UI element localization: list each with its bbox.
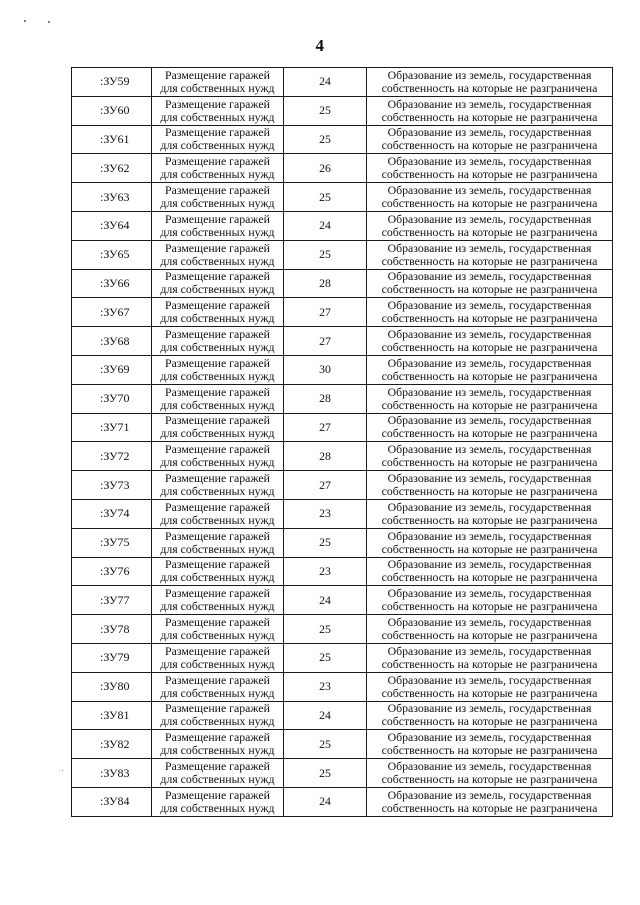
table-row xyxy=(72,643,613,672)
permitted-use-line: для собственных нужд xyxy=(160,253,275,268)
permitted-use-cell xyxy=(152,327,284,356)
formation-method-line: собственность на которые не разграничена xyxy=(381,167,598,182)
formation-method-cell xyxy=(367,471,613,500)
formation-method-line: Образование из земель, государственная xyxy=(387,643,592,658)
plot-area: 27 xyxy=(319,419,331,434)
permitted-use-line: для собственных нужд xyxy=(160,512,275,527)
table-row xyxy=(72,787,613,816)
plot-code-cell xyxy=(72,125,152,154)
permitted-use-line: Размещение гаражей xyxy=(165,298,270,313)
formation-method-line: собственность на которые не разграничена xyxy=(381,282,598,297)
plot-area: 24 xyxy=(319,218,331,233)
permitted-use-line: Размещение гаражей xyxy=(165,269,270,284)
plot-code: :ЗУ82 xyxy=(100,736,130,751)
area-cell xyxy=(284,730,367,759)
plot-code-cell xyxy=(72,154,152,183)
plot-code-cell xyxy=(72,68,152,97)
table-row xyxy=(72,759,613,788)
area-cell xyxy=(284,701,367,730)
formation-method-line: собственность на которые не разграничена xyxy=(381,196,598,211)
table-row xyxy=(72,730,613,759)
plot-code: :ЗУ59 xyxy=(100,74,130,89)
plot-area: 24 xyxy=(319,794,331,809)
plot-code: :ЗУ81 xyxy=(100,707,130,722)
permitted-use-line: для собственных нужд xyxy=(160,196,275,211)
plot-code: :ЗУ75 xyxy=(100,535,130,550)
permitted-use-cell xyxy=(152,183,284,212)
permitted-use-line: для собственных нужд xyxy=(160,656,275,671)
plot-code-cell xyxy=(72,96,152,125)
formation-method-line: собственность на которые не разграничена xyxy=(381,656,598,671)
area-cell xyxy=(284,240,367,269)
formation-method-line: собственность на которые не разграничена xyxy=(381,224,598,239)
plot-code: :ЗУ79 xyxy=(100,650,130,665)
formation-method-line: собственность на которые не разграничена xyxy=(381,512,598,527)
formation-method-line: собственность на которые не разграничена xyxy=(381,772,598,787)
permitted-use-cell xyxy=(152,701,284,730)
permitted-use-line: для собственных нужд xyxy=(160,772,275,787)
permitted-use-line: Размещение гаражей xyxy=(165,355,270,370)
formation-method-line: собственность на которые не разграничена xyxy=(381,311,598,326)
plot-area: 23 xyxy=(319,679,331,694)
permitted-use-line: для собственных нужд xyxy=(160,368,275,383)
formation-method-line: Образование из земель, государственная xyxy=(387,701,592,716)
formation-method-line: Образование из земель, государственная xyxy=(387,787,592,802)
area-cell xyxy=(284,327,367,356)
formation-method-cell xyxy=(367,298,613,327)
formation-method-line: Образование из земель, государственная xyxy=(387,355,592,370)
plot-area: 25 xyxy=(319,621,331,636)
permitted-use-line: для собственных нужд xyxy=(160,800,275,815)
plot-area: 24 xyxy=(319,74,331,89)
permitted-use-line: для собственных нужд xyxy=(160,167,275,182)
scan-speck xyxy=(24,20,26,22)
plot-area: 24 xyxy=(319,707,331,722)
formation-method-cell xyxy=(367,68,613,97)
permitted-use-cell xyxy=(152,586,284,615)
plot-code: :ЗУ74 xyxy=(100,506,130,521)
permitted-use-line: Размещение гаражей xyxy=(165,528,270,543)
plot-code-cell xyxy=(72,413,152,442)
plot-area: 27 xyxy=(319,333,331,348)
plot-area: 23 xyxy=(319,563,331,578)
formation-method-line: Образование из земель, государственная xyxy=(387,672,592,687)
formation-method-cell xyxy=(367,384,613,413)
plot-code-cell xyxy=(72,442,152,471)
formation-method-cell xyxy=(367,240,613,269)
plot-area: 25 xyxy=(319,650,331,665)
table-row xyxy=(72,615,613,644)
permitted-use-line: Размещение гаражей xyxy=(165,730,270,745)
plot-code-cell xyxy=(72,211,152,240)
area-cell xyxy=(284,68,367,97)
formation-method-cell xyxy=(367,615,613,644)
permitted-use-cell xyxy=(152,96,284,125)
area-cell xyxy=(284,586,367,615)
permitted-use-cell xyxy=(152,730,284,759)
permitted-use-line: Размещение гаражей xyxy=(165,442,270,457)
plot-code: :ЗУ61 xyxy=(100,131,130,146)
formation-method-line: Образование из земель, государственная xyxy=(387,240,592,255)
plot-area: 27 xyxy=(319,304,331,319)
plot-area: 23 xyxy=(319,506,331,521)
permitted-use-line: для собственных нужд xyxy=(160,426,275,441)
plot-area: 25 xyxy=(319,247,331,262)
formation-method-line: собственность на которые не разграничена xyxy=(381,714,598,729)
formation-method-line: Образование из земель, государственная xyxy=(387,413,592,428)
formation-method-line: Образование из земель, государственная xyxy=(387,211,592,226)
plot-code: :ЗУ77 xyxy=(100,592,130,607)
scan-speck xyxy=(48,21,50,23)
formation-method-line: Образование из земель, государственная xyxy=(387,298,592,313)
area-cell xyxy=(284,355,367,384)
formation-method-line: Образование из земель, государственная xyxy=(387,125,592,140)
plot-code: :ЗУ83 xyxy=(100,765,130,780)
table-row xyxy=(72,586,613,615)
area-cell xyxy=(284,269,367,298)
plot-code-cell xyxy=(72,355,152,384)
area-cell xyxy=(284,672,367,701)
permitted-use-line: Размещение гаражей xyxy=(165,96,270,111)
formation-method-line: Образование из земель, государственная xyxy=(387,499,592,514)
formation-method-line: собственность на которые не разграничена xyxy=(381,800,598,815)
permitted-use-cell xyxy=(152,442,284,471)
plot-code-cell xyxy=(72,672,152,701)
plot-code: :ЗУ69 xyxy=(100,362,130,377)
formation-method-line: Образование из земель, государственная xyxy=(387,557,592,572)
permitted-use-cell xyxy=(152,528,284,557)
formation-method-line: собственность на которые не разграничена xyxy=(381,570,598,585)
plot-code: :ЗУ84 xyxy=(100,794,130,809)
formation-method-line: Образование из земель, государственная xyxy=(387,528,592,543)
formation-method-cell xyxy=(367,183,613,212)
area-cell xyxy=(284,96,367,125)
plot-area: 27 xyxy=(319,477,331,492)
plot-code-cell xyxy=(72,701,152,730)
plot-area: 25 xyxy=(319,535,331,550)
permitted-use-cell xyxy=(152,499,284,528)
formation-method-cell xyxy=(367,327,613,356)
formation-method-line: Образование из земель, государственная xyxy=(387,384,592,399)
permitted-use-line: для собственных нужд xyxy=(160,743,275,758)
area-cell xyxy=(284,528,367,557)
area-cell xyxy=(284,471,367,500)
permitted-use-line: для собственных нужд xyxy=(160,685,275,700)
area-cell xyxy=(284,787,367,816)
formation-method-line: Образование из земель, государственная xyxy=(387,586,592,601)
area-cell xyxy=(284,557,367,586)
plot-code-cell xyxy=(72,643,152,672)
formation-method-cell xyxy=(367,701,613,730)
formation-method-line: собственность на которые не разграничена xyxy=(381,628,598,643)
permitted-use-line: Размещение гаражей xyxy=(165,759,270,774)
table-row xyxy=(72,211,613,240)
plot-code-cell xyxy=(72,183,152,212)
permitted-use-cell xyxy=(152,384,284,413)
plot-code-cell xyxy=(72,730,152,759)
table-row xyxy=(72,125,613,154)
plot-code-cell xyxy=(72,240,152,269)
area-cell xyxy=(284,183,367,212)
table-row xyxy=(72,557,613,586)
formation-method-line: Образование из земель, государственная xyxy=(387,269,592,284)
formation-method-line: собственность на которые не разграничена xyxy=(381,484,598,499)
plot-code-cell xyxy=(72,759,152,788)
formation-method-line: собственность на которые не разграничена xyxy=(381,743,598,758)
table-row xyxy=(72,384,613,413)
permitted-use-line: для собственных нужд xyxy=(160,397,275,412)
formation-method-line: собственность на которые не разграничена xyxy=(381,541,598,556)
permitted-use-line: для собственных нужд xyxy=(160,570,275,585)
plot-code: :ЗУ64 xyxy=(100,218,130,233)
permitted-use-cell xyxy=(152,154,284,183)
permitted-use-line: Размещение гаражей xyxy=(165,240,270,255)
plot-code-cell xyxy=(72,586,152,615)
permitted-use-cell xyxy=(152,211,284,240)
plot-area: 30 xyxy=(319,362,331,377)
plot-code: :ЗУ72 xyxy=(100,448,130,463)
plot-code: :ЗУ71 xyxy=(100,419,130,434)
permitted-use-line: Размещение гаражей xyxy=(165,67,270,82)
plot-code: :ЗУ66 xyxy=(100,275,130,290)
permitted-use-line: Размещение гаражей xyxy=(165,672,270,687)
plot-area: 25 xyxy=(319,765,331,780)
table-row xyxy=(72,183,613,212)
table-row xyxy=(72,413,613,442)
plot-code: :ЗУ63 xyxy=(100,189,130,204)
table-row xyxy=(72,355,613,384)
permitted-use-line: Размещение гаражей xyxy=(165,154,270,169)
permitted-use-line: Размещение гаражей xyxy=(165,615,270,630)
formation-method-cell xyxy=(367,355,613,384)
formation-method-cell xyxy=(367,528,613,557)
plot-code: :ЗУ65 xyxy=(100,247,130,262)
table-row xyxy=(72,154,613,183)
formation-method-line: собственность на которые не разграничена xyxy=(381,397,598,412)
formation-method-line: собственность на которые не разграничена xyxy=(381,80,598,95)
permitted-use-cell xyxy=(152,615,284,644)
formation-method-line: собственность на которые не разграничена xyxy=(381,109,598,124)
plot-area: 26 xyxy=(319,160,331,175)
formation-method-line: собственность на которые не разграничена xyxy=(381,138,598,153)
plot-area: 28 xyxy=(319,448,331,463)
formation-method-cell xyxy=(367,154,613,183)
permitted-use-line: Размещение гаражей xyxy=(165,384,270,399)
formation-method-cell xyxy=(367,643,613,672)
plot-code-cell xyxy=(72,557,152,586)
formation-method-cell xyxy=(367,442,613,471)
formation-method-line: собственность на которые не разграничена xyxy=(381,426,598,441)
plot-code-cell xyxy=(72,528,152,557)
formation-method-line: Образование из земель, государственная xyxy=(387,183,592,198)
permitted-use-line: для собственных нужд xyxy=(160,628,275,643)
permitted-use-line: для собственных нужд xyxy=(160,484,275,499)
plot-code-cell xyxy=(72,499,152,528)
permitted-use-line: Размещение гаражей xyxy=(165,586,270,601)
permitted-use-cell xyxy=(152,557,284,586)
plot-code: :ЗУ67 xyxy=(100,304,130,319)
formation-method-line: Образование из земель, государственная xyxy=(387,67,592,82)
table-row xyxy=(72,471,613,500)
permitted-use-line: Размещение гаражей xyxy=(165,183,270,198)
area-cell xyxy=(284,615,367,644)
formation-method-line: Образование из земель, государственная xyxy=(387,615,592,630)
plot-area: 28 xyxy=(319,391,331,406)
table-row xyxy=(72,269,613,298)
plot-area: 25 xyxy=(319,189,331,204)
land-plots-table xyxy=(71,67,613,817)
permitted-use-cell xyxy=(152,759,284,788)
area-cell xyxy=(284,759,367,788)
plot-code-cell xyxy=(72,787,152,816)
area-cell xyxy=(284,499,367,528)
permitted-use-line: для собственных нужд xyxy=(160,455,275,470)
permitted-use-cell xyxy=(152,672,284,701)
formation-method-line: Образование из земель, государственная xyxy=(387,96,592,111)
formation-method-cell xyxy=(367,269,613,298)
permitted-use-line: Размещение гаражей xyxy=(165,211,270,226)
plot-code: :ЗУ73 xyxy=(100,477,130,492)
permitted-use-line: Размещение гаражей xyxy=(165,643,270,658)
permitted-use-cell xyxy=(152,240,284,269)
permitted-use-line: Размещение гаражей xyxy=(165,413,270,428)
area-cell xyxy=(284,384,367,413)
permitted-use-line: для собственных нужд xyxy=(160,714,275,729)
table-row xyxy=(72,701,613,730)
formation-method-line: собственность на которые не разграничена xyxy=(381,253,598,268)
area-cell xyxy=(284,125,367,154)
permitted-use-line: Размещение гаражей xyxy=(165,327,270,342)
plot-area: 25 xyxy=(319,131,331,146)
permitted-use-line: Размещение гаражей xyxy=(165,787,270,802)
formation-method-cell xyxy=(367,557,613,586)
permitted-use-line: для собственных нужд xyxy=(160,282,275,297)
plot-code: :ЗУ60 xyxy=(100,103,130,118)
area-cell xyxy=(284,413,367,442)
formation-method-cell xyxy=(367,759,613,788)
permitted-use-cell xyxy=(152,68,284,97)
area-cell xyxy=(284,442,367,471)
plot-area: 28 xyxy=(319,275,331,290)
formation-method-cell xyxy=(367,730,613,759)
table-row xyxy=(72,442,613,471)
formation-method-cell xyxy=(367,672,613,701)
scan-speck xyxy=(62,770,63,771)
plot-area: 24 xyxy=(319,592,331,607)
permitted-use-line: Размещение гаражей xyxy=(165,701,270,716)
formation-method-cell xyxy=(367,499,613,528)
formation-method-line: Образование из земель, государственная xyxy=(387,442,592,457)
plot-code: :ЗУ68 xyxy=(100,333,130,348)
table-row xyxy=(72,672,613,701)
plot-code: :ЗУ70 xyxy=(100,391,130,406)
formation-method-line: собственность на которые не разграничена xyxy=(381,340,598,355)
table-row xyxy=(72,68,613,97)
table-row xyxy=(72,96,613,125)
plot-area: 25 xyxy=(319,736,331,751)
permitted-use-line: для собственных нужд xyxy=(160,224,275,239)
plot-code: :ЗУ80 xyxy=(100,679,130,694)
formation-method-line: Образование из земель, государственная xyxy=(387,154,592,169)
table-row xyxy=(72,298,613,327)
plot-area: 25 xyxy=(319,103,331,118)
formation-method-line: Образование из земель, государственная xyxy=(387,730,592,745)
formation-method-cell xyxy=(367,96,613,125)
table-row xyxy=(72,528,613,557)
formation-method-line: собственность на которые не разграничена xyxy=(381,455,598,470)
area-cell xyxy=(284,211,367,240)
permitted-use-cell xyxy=(152,125,284,154)
page-number: 4 xyxy=(315,36,325,55)
formation-method-line: собственность на которые не разграничена xyxy=(381,599,598,614)
permitted-use-cell xyxy=(152,471,284,500)
permitted-use-line: для собственных нужд xyxy=(160,311,275,326)
table-row xyxy=(72,240,613,269)
formation-method-line: Образование из земель, государственная xyxy=(387,471,592,486)
permitted-use-line: Размещение гаражей xyxy=(165,557,270,572)
formation-method-cell xyxy=(367,586,613,615)
plot-code-cell xyxy=(72,269,152,298)
permitted-use-cell xyxy=(152,269,284,298)
permitted-use-line: Размещение гаражей xyxy=(165,471,270,486)
plot-code-cell xyxy=(72,298,152,327)
formation-method-line: собственность на которые не разграничена xyxy=(381,368,598,383)
table-body xyxy=(72,68,613,817)
table-row xyxy=(72,327,613,356)
permitted-use-cell xyxy=(152,787,284,816)
permitted-use-line: для собственных нужд xyxy=(160,80,275,95)
formation-method-cell xyxy=(367,787,613,816)
permitted-use-line: Размещение гаражей xyxy=(165,125,270,140)
plot-code-cell xyxy=(72,615,152,644)
permitted-use-line: для собственных нужд xyxy=(160,138,275,153)
area-cell xyxy=(284,643,367,672)
permitted-use-line: для собственных нужд xyxy=(160,599,275,614)
plot-code: :ЗУ78 xyxy=(100,621,130,636)
plot-code: :ЗУ62 xyxy=(100,160,130,175)
permitted-use-line: Размещение гаражей xyxy=(165,499,270,514)
plot-code-cell xyxy=(72,327,152,356)
table-row xyxy=(72,499,613,528)
permitted-use-line: для собственных нужд xyxy=(160,541,275,556)
formation-method-line: собственность на которые не разграничена xyxy=(381,685,598,700)
area-cell xyxy=(284,298,367,327)
plot-code: :ЗУ76 xyxy=(100,563,130,578)
permitted-use-cell xyxy=(152,643,284,672)
area-cell xyxy=(284,154,367,183)
formation-method-line: Образование из земель, государственная xyxy=(387,327,592,342)
permitted-use-cell xyxy=(152,298,284,327)
plot-code-cell xyxy=(72,471,152,500)
formation-method-line: Образование из земель, государственная xyxy=(387,759,592,774)
formation-method-cell xyxy=(367,211,613,240)
permitted-use-cell xyxy=(152,355,284,384)
permitted-use-line: для собственных нужд xyxy=(160,109,275,124)
plot-code-cell xyxy=(72,384,152,413)
permitted-use-cell xyxy=(152,413,284,442)
permitted-use-line: для собственных нужд xyxy=(160,340,275,355)
formation-method-cell xyxy=(367,125,613,154)
formation-method-cell xyxy=(367,413,613,442)
